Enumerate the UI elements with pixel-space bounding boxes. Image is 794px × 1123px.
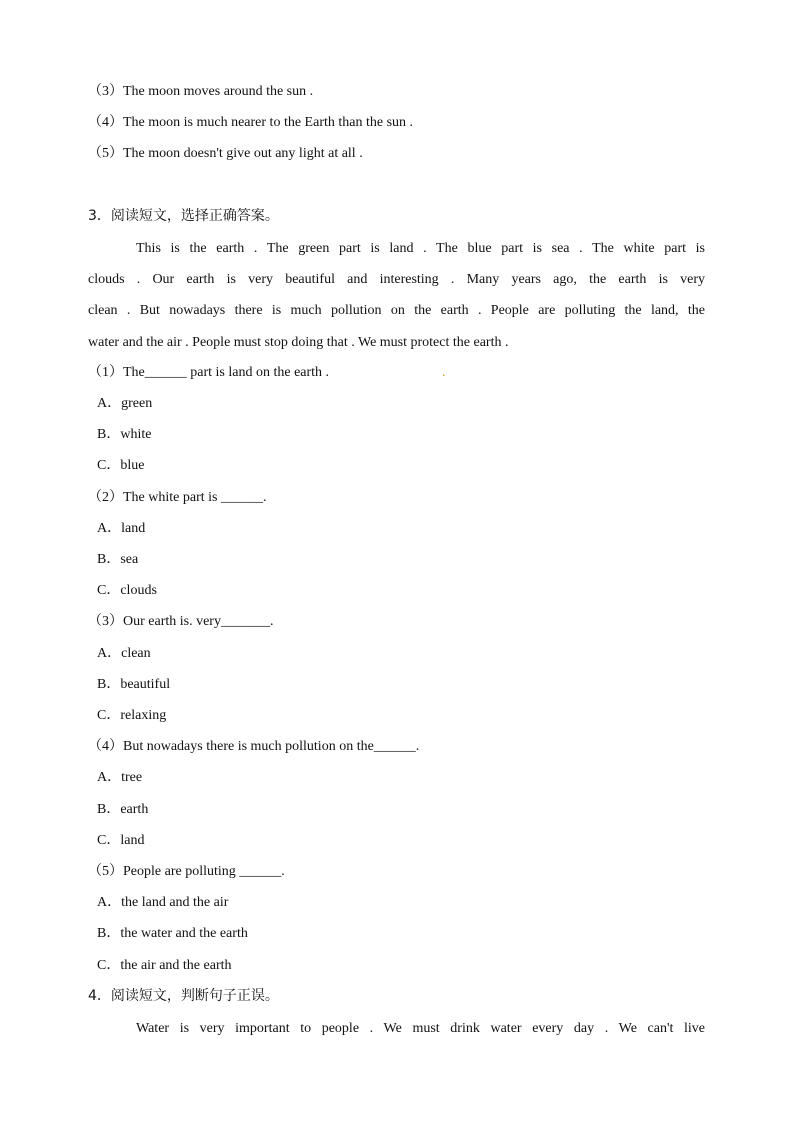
question-4-option-b: B．earth	[97, 802, 149, 817]
question-5-option-a: A．the land and the air	[97, 895, 229, 910]
question-3-option-b: B．beautiful	[97, 677, 171, 692]
question-5-option-b: B．the water and the earth	[97, 926, 248, 941]
passage-line: clouds . Our earth is very beautiful and interesting . Many years ago, the earth is very	[88, 272, 705, 287]
question-5-option-c: C．the air and the earth	[97, 958, 232, 973]
question-5-stem: （5）People are polluting ______.	[88, 864, 285, 879]
question-1-option-a: A．green	[97, 396, 153, 411]
question-4-option-c: C．land	[97, 833, 145, 848]
question-4-option-a: A．tree	[97, 770, 143, 785]
question-2-option-b: B．sea	[97, 552, 139, 567]
passage-line: water and the air . People must stop doing that . We must protect the earth .	[88, 335, 509, 350]
question-2-option-c: C．clouds	[97, 583, 157, 598]
question-4-stem: （4）But nowadays there is much pollution on the______.	[88, 739, 420, 754]
question-1-stem: （1）The______ part is land on the earth .	[88, 365, 330, 380]
prev-item-5: （5）The moon doesn't give out any light at all .	[88, 146, 363, 161]
passage-line: This is the earth . The green part is land . The blue part is sea . The white part is	[136, 241, 705, 256]
question-3-option-a: A．clean	[97, 646, 151, 661]
section4-heading: 4．阅读短文，判断句子正误。	[88, 988, 279, 1004]
question-1-option-c: C．blue	[97, 458, 145, 473]
prev-item-4: （4）The moon is much nearer to the Earth than the sun .	[88, 115, 414, 130]
section4-passage-line: Water is very important to people . We must drink water every day . We can't live	[136, 1021, 705, 1036]
question-2-option-a: A．land	[97, 521, 146, 536]
stray-mark: .	[442, 365, 446, 380]
question-3-option-c: C．relaxing	[97, 708, 167, 723]
passage-line: clean . But nowadays there is much pollution on the earth . People are polluting the land, the	[88, 303, 705, 318]
question-1-option-b: B．white	[97, 427, 152, 442]
question-3-stem: （3）Our earth is. very_______.	[88, 614, 274, 629]
question-2-stem: （2）The white part is ______.	[88, 490, 267, 505]
prev-item-3: （3）The moon moves around the sun .	[88, 84, 314, 99]
section3-heading: 3．阅读短文，选择正确答案。	[88, 208, 279, 224]
